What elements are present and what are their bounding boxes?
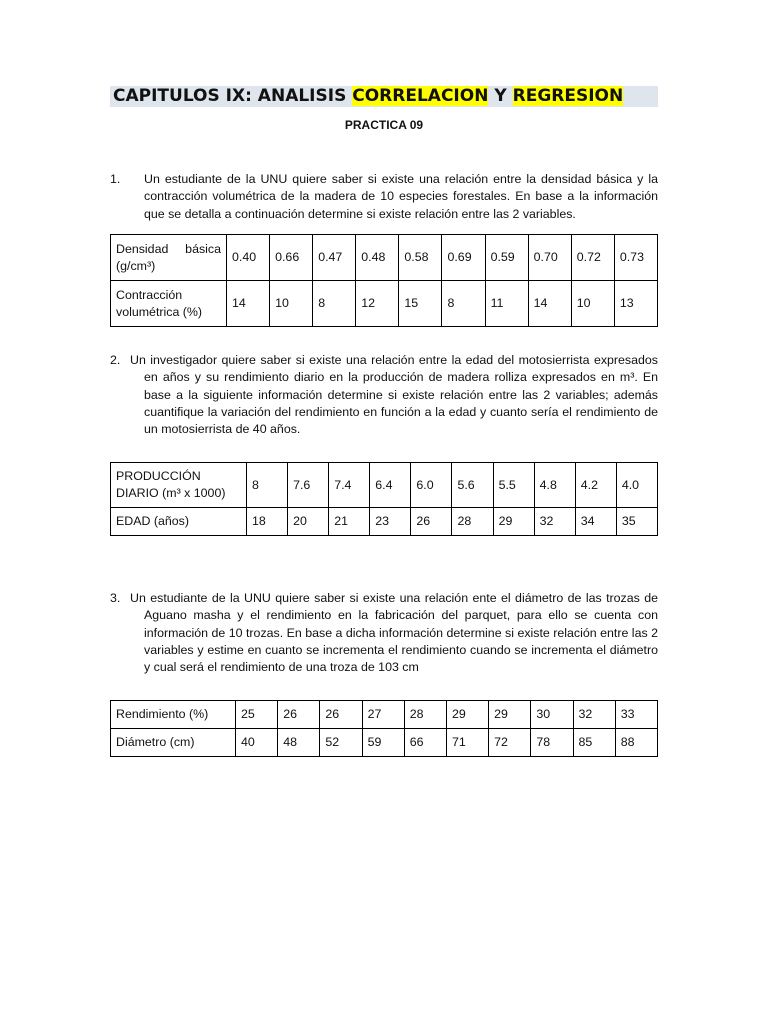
table-cell: 0.40 xyxy=(227,235,270,281)
table-cell: 10 xyxy=(571,281,614,327)
table-cell: 30 xyxy=(531,701,573,729)
table-cell: 8 xyxy=(442,281,485,327)
question-text: Un estudiante de la UNU quiere saber si existe una relación ente el diámetro de las trozas de Aguano masha y el rendimiento en la fabricación del parquet, para ello se cuenta con información de 10 trozas. En base a dicha información determine si existe relación entre las 2 variables y estime en cuanto se incrementa el rendimiento cuando se incrementa el diámetro y cual será el rendimiento de una troza de 103 cm xyxy=(130,591,658,675)
row-label-yield: Rendimiento (%) xyxy=(111,701,236,729)
table-cell: 26 xyxy=(411,508,452,536)
table-cell: 5.5 xyxy=(493,463,534,508)
table-cell: 29 xyxy=(446,701,488,729)
table-cell: 18 xyxy=(247,508,288,536)
title-part-1: CAPITULOS IX: ANALISIS xyxy=(113,86,353,106)
question-number: 3. xyxy=(110,591,121,605)
table-cell: 6.4 xyxy=(370,463,411,508)
table-cell: 78 xyxy=(531,729,573,757)
question-1 xyxy=(110,171,658,223)
table-row xyxy=(111,463,658,508)
table-cell: 85 xyxy=(573,729,615,757)
row-label-density xyxy=(111,235,227,281)
table-cell: 8 xyxy=(247,463,288,508)
table-cell: 21 xyxy=(329,508,370,536)
title-highlight-correlacion: CORRELACION xyxy=(352,86,489,106)
question-text: Un investigador quiere saber si existe una relación entre la edad del motosierrista expresados en años y su rendimiento diario en la producción de madera rolliza expresados en m³. En base a la siguiente información determine si existe relación entre las 2 variables; además cuantifique la variación del rendimiento en función a la edad y cuanto sería el rendimiento de un motosierrista de 40 años. xyxy=(130,353,658,437)
table-cell: 7.6 xyxy=(288,463,329,508)
table-cell: 0.69 xyxy=(442,235,485,281)
table-cell: 72 xyxy=(489,729,531,757)
table-cell: 32 xyxy=(534,508,575,536)
label-word: Densidad xyxy=(116,241,169,256)
table-cell: 5.6 xyxy=(452,463,493,508)
table-cell: 15 xyxy=(399,281,442,327)
table-cell: 0.66 xyxy=(270,235,313,281)
table-cell: 52 xyxy=(320,729,362,757)
table-row xyxy=(111,235,658,281)
table-cell: 66 xyxy=(404,729,446,757)
table-cell: 13 xyxy=(614,281,657,327)
table-cell: 33 xyxy=(615,701,657,729)
data-table-1 xyxy=(110,234,658,327)
table-cell: 59 xyxy=(362,729,404,757)
table-cell: 35 xyxy=(616,508,657,536)
data-table-2 xyxy=(110,462,658,536)
table-cell: 12 xyxy=(356,281,399,327)
table-cell: 20 xyxy=(288,508,329,536)
question-number: 2. xyxy=(110,353,121,367)
table-cell: 27 xyxy=(362,701,404,729)
table-cell: 26 xyxy=(320,701,362,729)
table-cell: 0.70 xyxy=(528,235,571,281)
table-cell: 11 xyxy=(485,281,528,327)
table-cell: 0.48 xyxy=(356,235,399,281)
page-title xyxy=(110,86,658,107)
question-number: 1. xyxy=(110,172,121,186)
practice-subtitle: PRACTICA 09 xyxy=(344,118,424,132)
table-cell: 71 xyxy=(446,729,488,757)
table-cell: 48 xyxy=(278,729,320,757)
table-cell: 40 xyxy=(236,729,278,757)
table-cell: 26 xyxy=(278,701,320,729)
label-unit: (g/cm³) xyxy=(116,258,156,273)
table-cell: 14 xyxy=(528,281,571,327)
row-label-contraction: Contracción volumétrica (%) xyxy=(111,281,227,327)
table-cell: 28 xyxy=(452,508,493,536)
row-label-age: EDAD (años) xyxy=(111,508,247,536)
table-cell: 88 xyxy=(615,729,657,757)
table-cell: 10 xyxy=(270,281,313,327)
table-cell: 14 xyxy=(227,281,270,327)
question-3 xyxy=(110,590,658,676)
question-text: Un estudiante de la UNU quiere saber si existe una relación entre la densidad básica y la contracción volumétrica de la madera de 10 especies forestales. En base a la información que se detalla a continuación determine si existe relación entre las 2 variables. xyxy=(144,172,658,221)
row-label-diameter: Diámetro (cm) xyxy=(111,729,236,757)
table-row xyxy=(111,508,658,536)
table-row xyxy=(111,281,658,327)
table-cell: 8 xyxy=(313,281,356,327)
row-label-production: PRODUCCIÓN DIARIO (m³ x 1000) xyxy=(111,463,247,508)
table-cell: 25 xyxy=(236,701,278,729)
data-table-3 xyxy=(110,700,658,757)
table-cell: 32 xyxy=(573,701,615,729)
table-row xyxy=(111,729,658,757)
title-part-3: Y xyxy=(488,86,513,106)
table-cell: 0.73 xyxy=(614,235,657,281)
table-cell: 0.59 xyxy=(485,235,528,281)
table-cell: 4.2 xyxy=(575,463,616,508)
table-cell: 29 xyxy=(489,701,531,729)
table-cell: 0.47 xyxy=(313,235,356,281)
table-cell: 34 xyxy=(575,508,616,536)
table-cell: 0.58 xyxy=(399,235,442,281)
label-word: básica xyxy=(185,241,221,256)
title-highlight-regresion: REGRESION xyxy=(512,86,624,106)
table-cell: 4.8 xyxy=(534,463,575,508)
table-cell: 28 xyxy=(404,701,446,729)
table-cell: 23 xyxy=(370,508,411,536)
table-cell: 0.72 xyxy=(571,235,614,281)
table-row xyxy=(111,701,658,729)
table-cell: 29 xyxy=(493,508,534,536)
question-2 xyxy=(110,352,658,438)
table-cell: 7.4 xyxy=(329,463,370,508)
table-cell: 4.0 xyxy=(616,463,657,508)
table-cell: 6.0 xyxy=(411,463,452,508)
